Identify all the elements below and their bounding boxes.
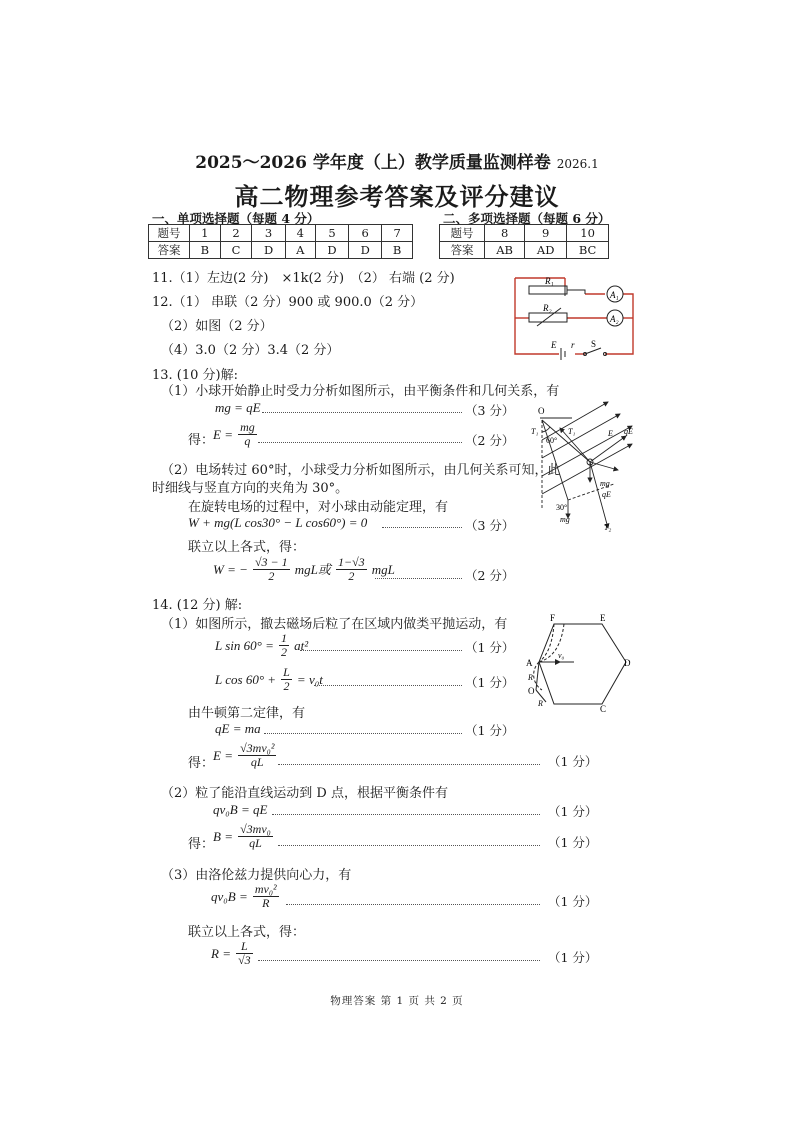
- label-r1: R₁: [545, 276, 554, 286]
- label-s: S: [591, 339, 597, 349]
- q13-heading: 13. (10 分)解:: [152, 368, 239, 383]
- q13-para4: 联立以上各式，得：: [188, 540, 306, 555]
- leader-dots: [382, 527, 462, 528]
- multiple-choice-table: [439, 224, 609, 259]
- leader-dots: [264, 733, 462, 734]
- table-cell: 4: [285, 225, 315, 242]
- label-t1-top: T₁: [568, 427, 576, 436]
- q14-get1: 得：: [188, 756, 215, 771]
- label-t2: T₂: [604, 523, 612, 532]
- q13-para3: 在旋转电场的过程中，对小球由动能定理，有: [188, 500, 449, 515]
- label-r: r: [571, 340, 575, 350]
- table-cell: 9: [525, 225, 567, 242]
- q14-eq8: [211, 940, 253, 967]
- table-cell: BC: [567, 242, 609, 259]
- q14-para3: （2）粒了能沿直线运动到 D 点，根据平衡条件有: [161, 786, 448, 801]
- denominator: R: [262, 896, 270, 910]
- table-cell: 6: [349, 225, 382, 242]
- leader-dots: [258, 960, 540, 961]
- q14-score8: （1 分）: [548, 950, 598, 965]
- q13-para1: （1）小球开始静止时受力分析如图所示，由平衡条件和几何关系，有: [161, 384, 560, 399]
- q12-line1: 12.（1） 串联（2 分）900 或 900.0（2 分）: [152, 295, 424, 310]
- label-a1: A₁: [610, 290, 619, 300]
- label-angle-30: 30°: [556, 503, 568, 512]
- q13-get: 得：: [188, 433, 215, 448]
- denominator: qL: [250, 755, 264, 769]
- table-cell: D: [315, 242, 348, 259]
- q13-eq3: W + mg(L cos30° − L cos60°) = 0: [188, 515, 368, 530]
- single-choice-table: [148, 224, 413, 259]
- label-o: O: [528, 686, 535, 696]
- q14-score7: （1 分）: [548, 894, 598, 909]
- label-e: E: [608, 429, 613, 438]
- numerator: 1−√3: [337, 555, 365, 569]
- denominator: 2: [268, 569, 275, 583]
- leader-dots: [278, 845, 540, 846]
- label-e: E: [551, 340, 557, 350]
- leader-dots: [300, 650, 462, 651]
- leader-dots: [286, 904, 540, 905]
- q14-get2: 得：: [188, 837, 215, 852]
- table-cell: AB: [485, 242, 525, 259]
- label-qe-top: qE: [624, 427, 633, 436]
- section2-heading: 二、多项选择题（每题 6 分）: [443, 211, 611, 226]
- table-row: [149, 242, 413, 259]
- q14-score5: （1 分）: [548, 804, 598, 819]
- table-row: [149, 225, 413, 242]
- q14-eq2: [215, 666, 323, 693]
- numerator: √3mv₀: [240, 822, 271, 836]
- q14-eq7: [211, 883, 279, 910]
- table-cell: 7: [382, 225, 413, 242]
- row-label: 答案: [149, 242, 190, 259]
- page-footer: 物理答案 第 1 页 共 2 页: [330, 995, 464, 1007]
- fraction: [253, 883, 279, 910]
- numerator: L: [236, 940, 253, 954]
- fraction: [236, 940, 253, 967]
- denominator: qL: [249, 836, 262, 850]
- label-a2: A₂: [610, 314, 619, 324]
- hexagon-diagram: [524, 612, 636, 712]
- eq-lhs: qv₀B =: [211, 889, 248, 904]
- circuit-diagram: [505, 268, 640, 360]
- table-cell: 1: [190, 225, 221, 242]
- q14-eq6: [213, 823, 273, 850]
- q14-para4: （3）由洛伦兹力提供向心力，有: [161, 868, 352, 883]
- force-diagram: [528, 400, 646, 532]
- eq-lhs: L sin 60° =: [215, 638, 274, 653]
- label-r2: R: [538, 699, 543, 708]
- eq-tail: = v₀t: [296, 672, 323, 687]
- denominator: √3: [238, 953, 251, 967]
- label-mg-2: mg: [560, 515, 570, 524]
- leader-dots: [262, 412, 462, 413]
- numerator: 1: [280, 631, 287, 645]
- table-cell: B: [382, 242, 413, 259]
- table-cell: C: [220, 242, 252, 259]
- table-cell: B: [190, 242, 221, 259]
- table-cell: AD: [525, 242, 567, 259]
- table-cell: 5: [315, 225, 348, 242]
- q12-line3: （4）3.0（2 分）3.4（2 分）: [161, 343, 340, 358]
- label-f: F: [550, 613, 556, 623]
- q14-eq4: [213, 742, 276, 769]
- table-cell: 10: [567, 225, 609, 242]
- eq-lhs: R =: [211, 946, 231, 961]
- q13-eq1: mg = qE: [215, 400, 261, 415]
- fraction: [336, 556, 367, 583]
- eq-lhs: B =: [213, 829, 233, 844]
- eq-lhs: W = −: [213, 562, 248, 577]
- table-cell: D: [349, 242, 382, 259]
- label-mg-1: mg: [600, 479, 610, 488]
- numerator: mv₀²: [254, 882, 277, 896]
- leader-dots: [375, 578, 462, 579]
- answer-key-title: 高二物理参考答案及评分建议: [234, 182, 560, 211]
- leader-dots: [278, 764, 540, 765]
- row-label: 答案: [440, 242, 485, 259]
- row-label: 题号: [149, 225, 190, 242]
- label-r1: R: [528, 673, 533, 682]
- label-r2: R₂: [543, 303, 552, 313]
- leader-dots: [314, 685, 462, 686]
- q13-eq4: [213, 556, 395, 583]
- q13-score3: （3 分）: [465, 518, 515, 533]
- fraction: [238, 742, 276, 769]
- label-c: C: [600, 704, 607, 712]
- denominator: q: [244, 434, 251, 448]
- exam-title-main: 2025～2026 学年度（上）教学质量监测样卷: [195, 153, 551, 173]
- q14-score6: （1 分）: [548, 835, 598, 850]
- eq-lhs: E =: [213, 748, 233, 763]
- q13-para2a: （2）电场转过 60°时，小球受力分析如图所示，由几何关系可知，此: [161, 463, 561, 478]
- eq-lhs: L cos 60° +: [215, 672, 277, 687]
- table-cell: A: [285, 242, 315, 259]
- eq-tail: mgL: [371, 562, 395, 577]
- eq-tail: at²: [294, 638, 309, 653]
- q13-score4: （2 分）: [465, 568, 515, 583]
- q14-eq1: [215, 632, 308, 659]
- q14-eq3: qE = ma: [215, 721, 261, 736]
- table-cell: D: [252, 242, 285, 259]
- q14-para5: 联立以上各式，得：: [188, 925, 306, 940]
- label-qe-low: qE: [602, 490, 611, 499]
- table-cell: 2: [220, 225, 252, 242]
- q14-para2: 由牛顿第二定律，有: [188, 706, 306, 721]
- label-o: O: [538, 406, 545, 416]
- numerator: mg: [240, 420, 255, 434]
- eq-mid: mgL或: [294, 562, 331, 577]
- table-row: [440, 242, 609, 259]
- q11-answer: 11.（1）左边(2 分) ×1k(2 分) （2） 右端 (2 分): [152, 271, 455, 286]
- exam-date: 2026.1: [556, 157, 599, 171]
- label-angle-60: 60°: [546, 436, 558, 445]
- q14-score4: （1 分）: [548, 754, 598, 769]
- q14-eq5: qv₀B = qE: [213, 802, 268, 817]
- denominator: 2: [280, 645, 287, 659]
- fraction: [281, 666, 292, 693]
- q14-score1: （1 分）: [465, 640, 515, 655]
- table-cell: 8: [485, 225, 525, 242]
- fraction: [279, 632, 289, 659]
- section1-heading: 一、单项选择题（每题 4 分）: [152, 211, 320, 226]
- label-d: D: [624, 658, 631, 668]
- leader-dots: [272, 814, 540, 815]
- q12-line2: （2）如图（2 分）: [161, 319, 273, 334]
- q13-eq2: [213, 421, 257, 448]
- table-row: [440, 225, 609, 242]
- leader-dots: [258, 442, 462, 443]
- fraction: [238, 421, 257, 448]
- numerator: √3 − 1: [254, 555, 288, 569]
- label-e: E: [600, 613, 606, 623]
- q14-score2: （1 分）: [465, 675, 515, 690]
- q13-score2: （2 分）: [465, 433, 515, 448]
- label-a: A: [526, 658, 533, 668]
- eq-lhs: E =: [213, 427, 233, 442]
- table-cell: 3: [252, 225, 285, 242]
- label-t1-left: T₁: [531, 427, 539, 436]
- numerator: √3mv₀²: [240, 741, 275, 755]
- denominator: 2: [283, 679, 290, 693]
- label-v0: v₀: [558, 651, 565, 660]
- exam-title: [0, 148, 794, 173]
- fraction: [238, 823, 273, 850]
- q14-heading: 14. (12 分) 解:: [152, 598, 243, 613]
- q13-para2b: 时细线与竖直方向的夹角为 30°。: [152, 481, 349, 496]
- q14-para1: （1）如图所示，撤去磁场后粒了在区域内做类平抛运动，有: [161, 617, 508, 632]
- row-label: 题号: [440, 225, 485, 242]
- numerator: L: [283, 665, 290, 679]
- denominator: 2: [348, 569, 355, 583]
- fraction: [253, 556, 290, 583]
- q13-score1: （3 分）: [465, 403, 515, 418]
- q14-score3: （1 分）: [465, 723, 515, 738]
